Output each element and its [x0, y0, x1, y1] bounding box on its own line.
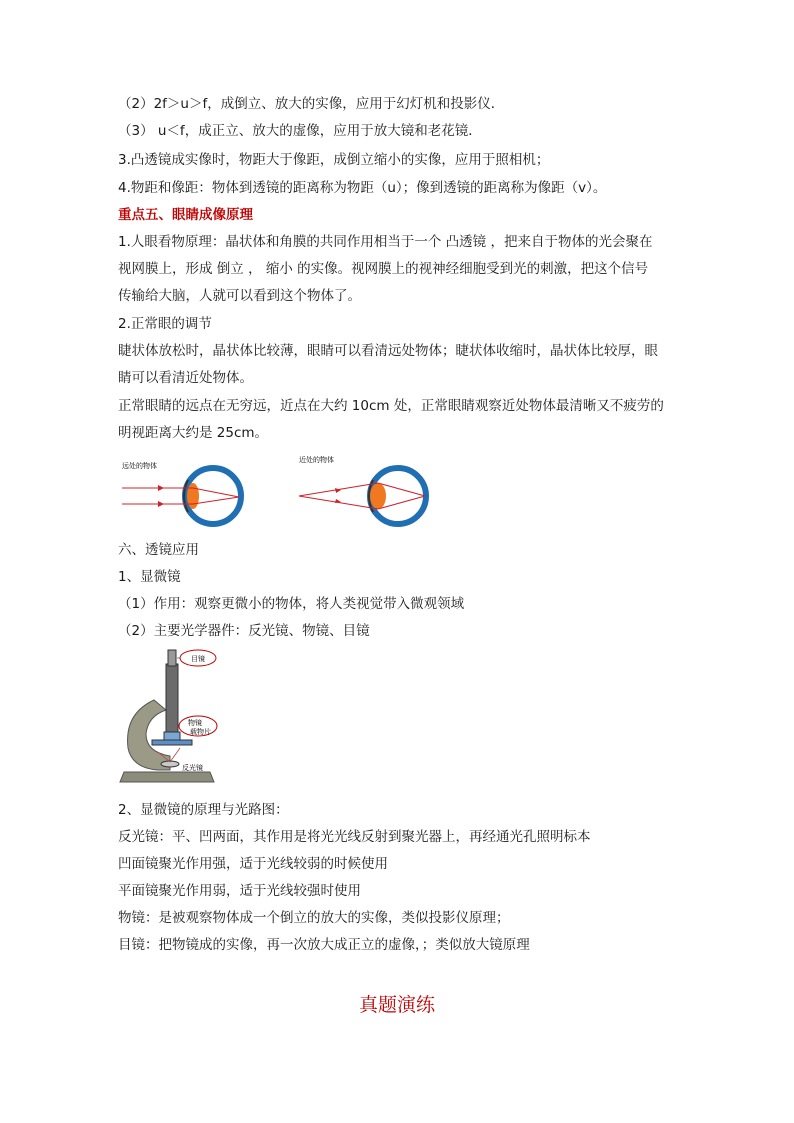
text-line: （3） u＜f，成正立、放大的虚像，应用于放大镜和老花镜．: [118, 123, 482, 139]
text-line: 4.物距和像距：物体到透镜的距离称为物距（u）；像到透镜的距离称为像距（v）。: [118, 180, 607, 196]
eye-far-diagram: [118, 452, 253, 530]
section-title: 真题演练: [358, 994, 435, 1016]
text-line: 平面镜聚光作用弱，适于光线较强时使用: [118, 883, 361, 899]
text-line: 视网膜上，形成 倒立 ， 缩小 的实像。视网膜上的视神经细胞受到光的刺激，把这个信号: [118, 261, 649, 277]
text-line: 3.凸透镜成实像时，物距大于像距，成倒立缩小的实像，应用于照相机；: [118, 152, 550, 168]
text-line: （2）2f＞u＞f，成倒立、放大的实像，应用于幻灯机和投影仪．: [118, 96, 505, 112]
text-line: 目镜：把物镜成的实像，再一次放大成正立的虚像，；类似放大镜原理: [118, 937, 530, 953]
text-line: 2、显微镜的原理与光路图：: [118, 802, 289, 818]
text-line: 睛可以看清近处物体。: [118, 370, 253, 386]
text-line: 正常眼睛的远点在无穷远，近点在大约 10cm 处，正常眼睛观察近处物体最清晰又不疲劳的: [118, 398, 664, 414]
text-line: 2.正常眼的调节: [118, 316, 212, 332]
text-line: 反光镜：平、凹两面，其作用是将光光线反射到聚光器上，再经通光孔照明标本: [118, 829, 591, 845]
eyepiece-label: 目镜: [191, 655, 205, 663]
text-line: 明视距离大约是 25cm。: [118, 425, 269, 441]
text-line: 睫状体放松时，晶状体比较薄，眼睛可以看清远处物体；睫状体收缩时，晶状体比较厚，眼: [118, 343, 658, 359]
text-line: 1.人眼看物原理：晶状体和角膜的共同作用相当于一个 凸透镜 ，把来自于物体的光会聚在: [118, 234, 653, 250]
text-line: 1、显微镜: [118, 569, 181, 585]
text-line: （2）主要光学器件：反光镜、物镜、目镜: [118, 623, 370, 639]
stage-label: 载物片: [190, 728, 211, 736]
text-line: 传输给大脑，人就可以看到这个物体了。: [118, 288, 361, 304]
microscope-illustration: [118, 644, 228, 786]
eye-near-diagram: [295, 450, 435, 530]
section-heading: 重点五、眼睛成像原理: [118, 207, 253, 223]
eye-near-label: 近处的物体: [299, 456, 334, 464]
text-line: 六、透镜应用: [118, 542, 199, 558]
text-line: 物镜：是被观察物体成一个倒立的放大的实像，类似投影仪原理；: [118, 910, 510, 926]
text-line: 凹面镜聚光作用强，适于光线较弱的时候使用: [118, 856, 388, 872]
mirror-label: 反光镜: [182, 764, 203, 772]
objective-label: 物镜: [188, 719, 202, 727]
text-line: （1）作用：观察更微小的物体，将人类视觉带入微观领域: [118, 596, 465, 612]
eye-far-label: 远处的物体: [122, 462, 157, 470]
